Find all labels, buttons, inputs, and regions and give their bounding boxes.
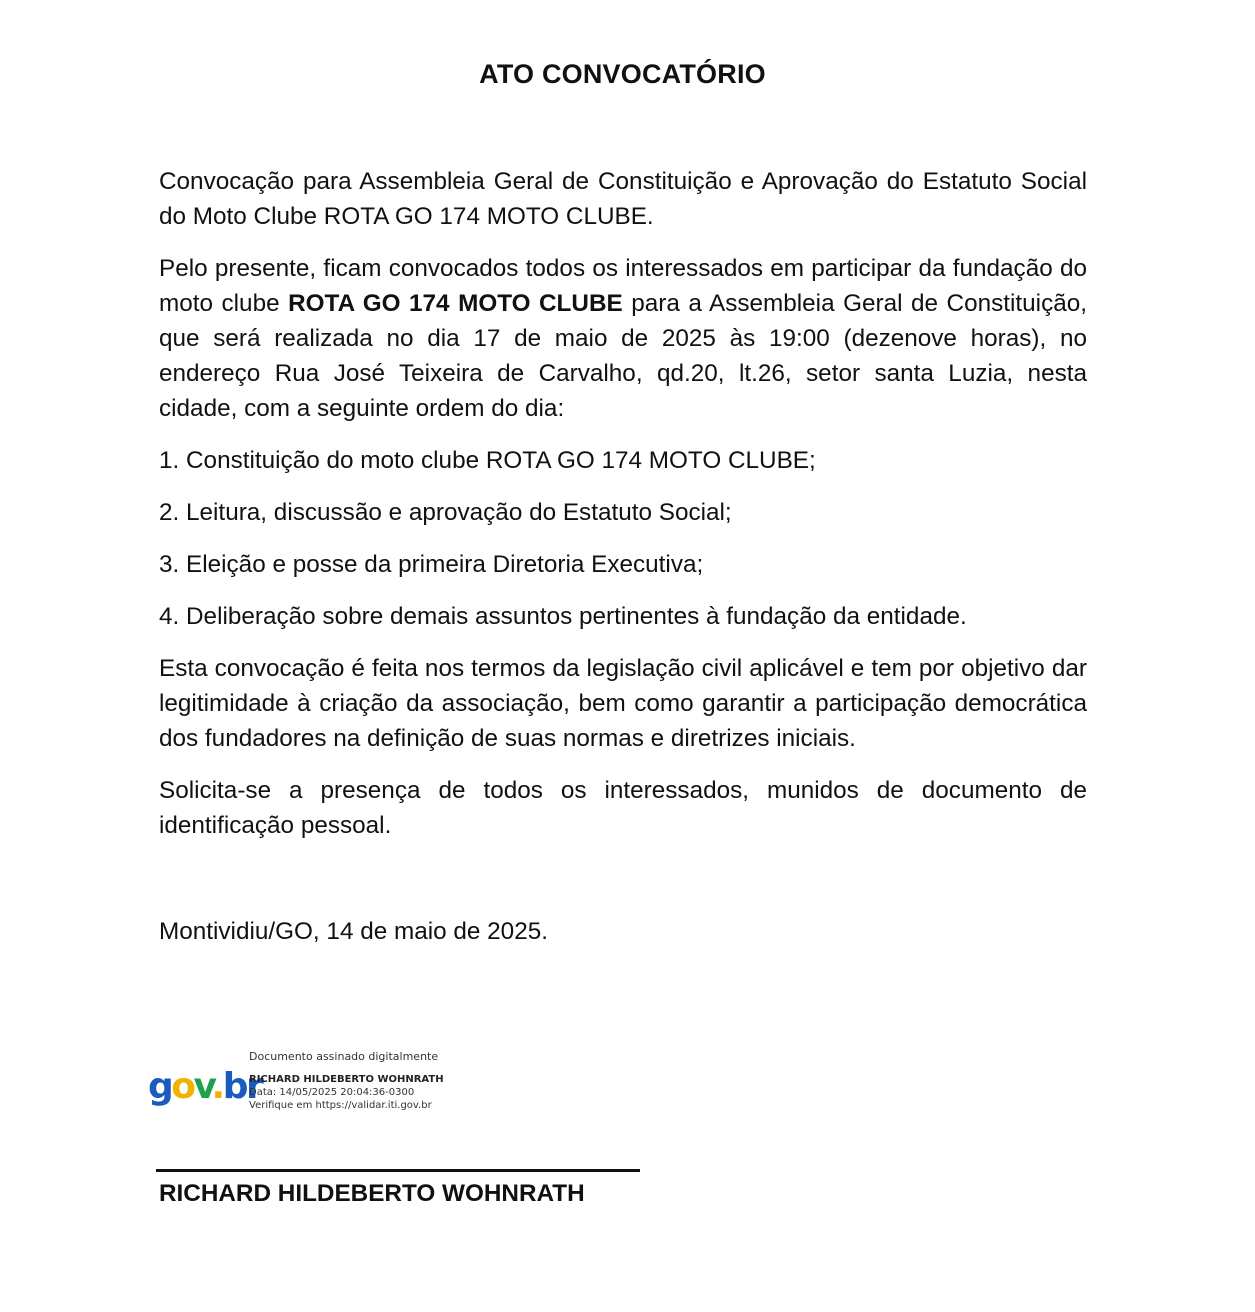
agenda-item-3: 3. Eleição e posse da primeira Diretoria Executiva;: [159, 551, 704, 578]
agenda-item-4: 4. Deliberação sobre demais assuntos pertinentes à fundação da entidade.: [159, 603, 967, 630]
purpose-paragraph: Esta convocação é feita nos termos da legislação civil aplicável e tem por objetivo dar legitimidade à criação da associação, bem como garantir a participação democrática dos fundadores na definição de suas normas e diretrizes iniciais.: [159, 655, 1087, 752]
agenda-item-1: 1. Constituição do moto clube ROTA GO 174 MOTO CLUBE;: [159, 447, 816, 474]
digital-signature-stamp: [148, 1046, 478, 1126]
intro-paragraph: Convocação para Assembleia Geral de Constituição e Aprovação do Estatuto Social do Moto Clube ROTA GO 174 MOTO CLUBE.: [159, 168, 1087, 230]
stamp-date: Data: 14/05/2025 20:04:36-0300: [249, 1087, 415, 1098]
place-date: Montividiu/GO, 14 de maio de 2025.: [159, 918, 548, 945]
stamp-signer: RICHARD HILDEBERTO WOHNRATH: [249, 1074, 444, 1085]
stamp-caption: Documento assinado digitalmente: [249, 1050, 439, 1063]
document-body: [159, 164, 1087, 860]
document-title: ATO CONVOCATÓRIO: [479, 59, 766, 89]
convocation-paragraph: [159, 251, 1087, 426]
signature-line: [156, 1169, 640, 1172]
club-name-bold: ROTA GO 174 MOTO CLUBE: [288, 290, 623, 317]
stamp-verify: Verifique em https://validar.iti.gov.br: [249, 1100, 432, 1111]
convocation-text-end: para a Assembleia Geral de Constituição, que será realizada no dia 17 de maio de 2025 às 19:00 (dezenove horas), no endereço Rua José Teixeira de Carvalho, qd.20, lt.26, setor santa Luzia, nesta cidade, com a seguinte ordem do dia:: [159, 290, 1087, 422]
agenda-item-2: 2. Leitura, discussão e aprovação do Estatuto Social;: [159, 499, 732, 526]
request-paragraph: Solicita-se a presença de todos os interessados, munidos de documento de identificação pessoal.: [159, 777, 1087, 839]
govbr-logo: gov.br: [148, 1066, 262, 1107]
convocation-text-start: Pelo presente, ficam convocados todos os interessados em participar da fundação do moto clube: [159, 255, 1087, 317]
stamp-details: [249, 1050, 444, 1112]
signer-name: RICHARD HILDEBERTO WOHNRATH: [159, 1180, 585, 1207]
